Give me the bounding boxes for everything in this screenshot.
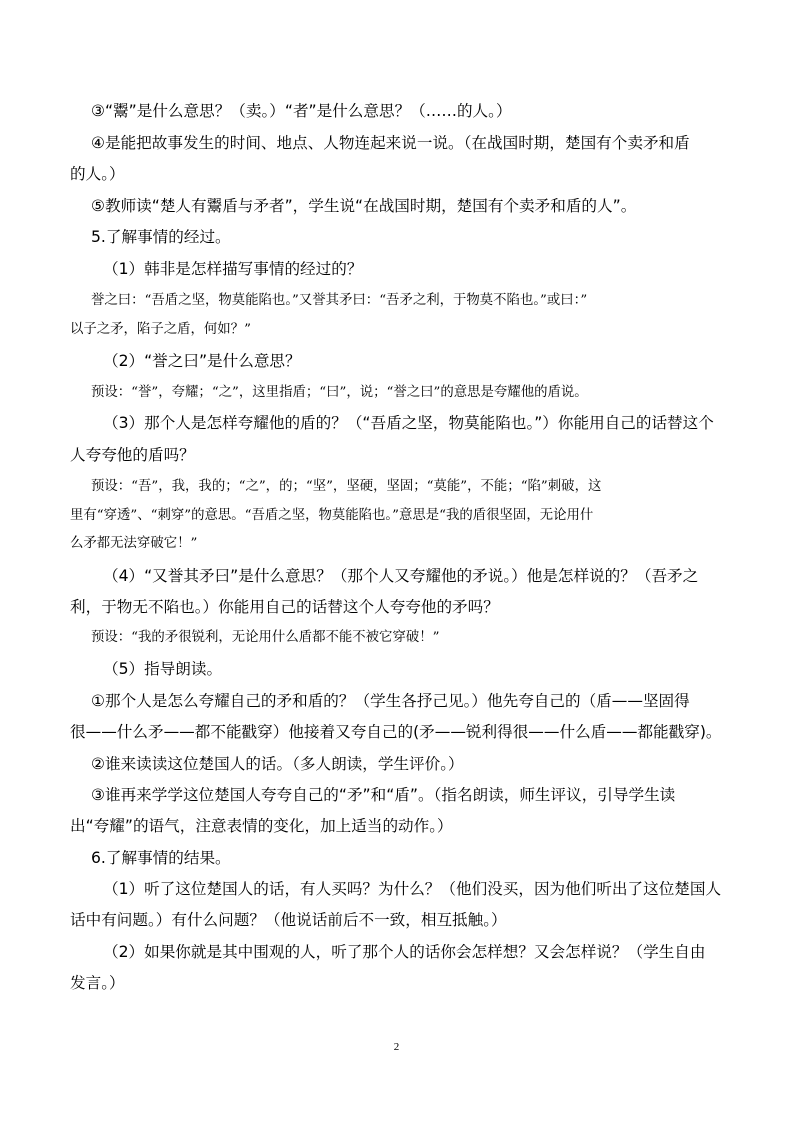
text-line: ③谁再来学学这位楚国人夸夸自己的“矛”和“盾”。（指名朗读，师生评议，引导学生读 xyxy=(91,786,676,804)
question-line: （4）“又誉其矛曰”是什么意思？（那个人又夸耀他的矛说。）他是怎样说的？（吾矛之 xyxy=(103,567,699,585)
answer-line: 么矛都无法穿破它！” xyxy=(70,536,198,551)
answer-line: 预设：“吾”，我，我的；“之”，的；“坚”，坚硬，坚固；“莫能”，不能；“陷”刺破，这 xyxy=(91,479,602,494)
section-heading: 6.了解事情的结果。 xyxy=(91,849,231,867)
text-line: ⑤教师读“楚人有鬻盾与矛者”，学生说“在战国时期，楚国有个卖矛和盾的人”。 xyxy=(91,197,637,215)
answer-line: 里有“穿透”、“刺穿”的意思。“吾盾之坚，物莫能陷也。”意思是“我的盾很坚固，无论用什 xyxy=(70,508,594,523)
section-heading: 5.了解事情的经过。 xyxy=(91,228,231,246)
answer-line: 预设：“誉”，夸耀；“之”，这里指盾；“曰”，说；“誉之曰”的意思是夸耀他的盾说。 xyxy=(91,385,588,400)
text-line: 的人。） xyxy=(70,165,125,183)
page-number: 2 xyxy=(393,1041,400,1053)
text-line: ②谁来读读这位楚国人的话。（多人朗读，学生评价。） xyxy=(91,755,464,773)
text-line: ③“鬻”是什么意思？（卖。）“者”是什么意思？（……的人。） xyxy=(91,102,512,120)
question-line: （1）听了这位楚国人的话，有人买吗？为什么？（他们没买，因为他们听出了这位楚国人 xyxy=(103,880,722,898)
text-line: 话中有问题。）有什么问题？（他说话前后不一致，相互抵触。） xyxy=(70,911,507,929)
text-line: ①那个人是怎么夸耀自己的矛和盾的？（学生各抒己见。）他先夸自己的（盾——坚固得 xyxy=(91,692,690,710)
quote-line: 以子之矛，陷子之盾，何如？” xyxy=(70,322,251,337)
text-line: 人夸夸他的盾吗？ xyxy=(70,446,195,464)
question-line: （2）如果你就是其中围观的人，听了那个人的话你会怎样想？又会怎样说？（学生自由 xyxy=(103,943,706,961)
question-line: （2）“誉之曰”是什么意思？ xyxy=(103,352,301,370)
text-line: ④是能把故事发生的时间、地点、人物连起来说一说。（在战国时期，楚国有个卖矛和盾 xyxy=(91,134,690,152)
text-line: 发言。） xyxy=(70,974,125,992)
answer-line: 预设：“我的矛很锐利，无论用什么盾都不能不被它穿破！” xyxy=(91,630,440,645)
quote-line: 誉之曰：“吾盾之坚，物莫能陷也。”又誉其矛曰：“吾矛之利，于物莫不陷也。”或曰：” xyxy=(91,293,588,308)
text-line: 出“夸耀”的语气，注意表情的变化，加上适当的动作。） xyxy=(70,817,453,835)
text-line: 利，于物无不陷也。）你能用自己的话替这个人夸夸他的矛吗？ xyxy=(70,598,499,616)
question-line: （3）那个人是怎样夸耀他的盾的？（“吾盾之坚，物莫能陷也。”）你能用自己的话替这个 xyxy=(103,414,714,432)
question-line: （1）韩非是怎样描写事情的经过的？ xyxy=(103,260,363,278)
question-line: （5）指导朗读。 xyxy=(103,660,223,678)
text-line: 很——什么矛——都不能戳穿）他接着又夸自己的(矛——锐利得很——什么盾——都能戳穿)。 xyxy=(70,723,722,741)
